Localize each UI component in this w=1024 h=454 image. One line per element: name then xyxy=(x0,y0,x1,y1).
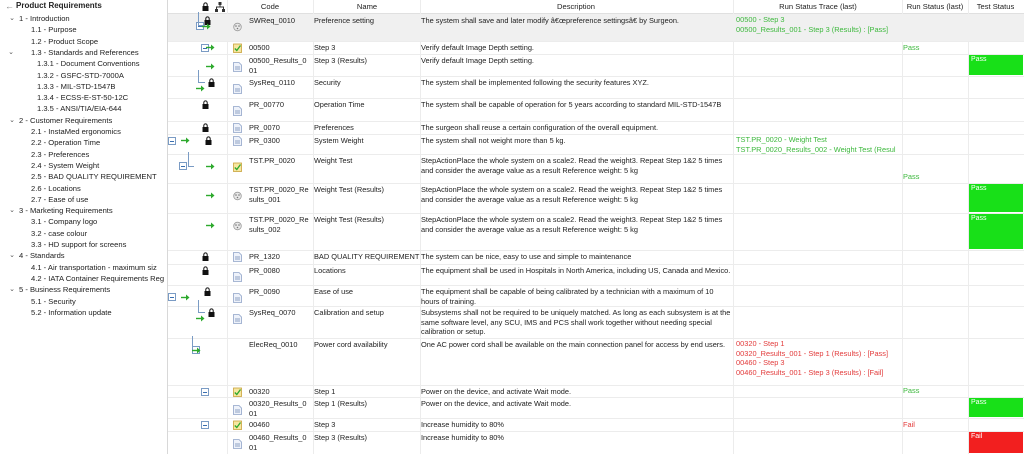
code-cell: PR_0300 xyxy=(249,136,280,145)
code-cell: SWReq_0010 xyxy=(249,16,296,25)
test-status-badge: Pass xyxy=(969,398,1023,417)
description-cell: The system shall not weight more than 5 kg. xyxy=(421,136,566,145)
tree-section[interactable] xyxy=(9,250,65,262)
trace-cell xyxy=(736,135,910,154)
code-cell: 00500_Results_0 01 xyxy=(249,56,307,75)
table-row[interactable] xyxy=(168,285,1024,307)
tree-item[interactable] xyxy=(31,36,98,48)
trace-link[interactable]: 00460 - Step 3 xyxy=(736,358,785,367)
test-status-column-header[interactable]: Test Status xyxy=(976,2,1015,11)
tree-item-label: 2.3 - Preferences xyxy=(31,149,90,159)
trace-column-header[interactable]: Run Status Trace (last) xyxy=(779,2,857,11)
tree-item-label: 1.1 - Purpose xyxy=(31,25,77,35)
trace-arrow-icon xyxy=(192,347,201,354)
test-group-icon xyxy=(233,22,242,32)
requirement-doc-icon xyxy=(233,252,242,262)
lock-icon xyxy=(202,252,209,261)
description-cell: The surgeon shall reuse a certain configuration of the overall equipment. xyxy=(421,123,659,132)
description-cell: Increase humidity to 80% xyxy=(421,420,504,429)
trace-link[interactable]: 00320_Results_001 - Step 1 (Results) : [Pass] xyxy=(736,348,888,358)
requirement-doc-icon xyxy=(233,62,242,72)
requirement-doc-icon xyxy=(233,84,242,94)
tree-item-label: 3.1 - Company logo xyxy=(31,217,98,227)
run-status-cell: Pass xyxy=(903,43,920,52)
tree-item-label: 2.5 - BAD QUALITY REQUIREMENT xyxy=(31,172,157,182)
name-cell: Preferences xyxy=(314,123,354,132)
description-cell: Increase humidity to 80% xyxy=(421,433,504,442)
collapse-icon[interactable] xyxy=(168,293,176,301)
tree-section[interactable] xyxy=(9,284,111,296)
code-cell: TST.PR_0020_Re sults_001 xyxy=(249,185,309,204)
trace-link[interactable]: 00500 - Step 3 xyxy=(736,15,785,24)
code-cell: ElecReq_0010 xyxy=(249,340,298,349)
lock-icon xyxy=(208,308,215,317)
chevron-down-icon[interactable]: ⌄ xyxy=(8,48,14,56)
lock-icon xyxy=(208,78,215,87)
tree-section[interactable] xyxy=(9,13,70,25)
description-cell: The equipment shall be capable of being calibrated by a technician with a maximum of 10 hours of training. xyxy=(421,287,714,306)
tree-item-label: 5.1 - Security xyxy=(31,296,76,306)
tree-item-label: 1 - Introduction xyxy=(19,14,70,23)
description-cell: The system shall be implemented following the security features XYZ. xyxy=(421,78,649,87)
test-step-icon xyxy=(233,162,242,172)
description-cell: The equipment shall be used in Hospitals in North America, including US, Canada and Mexico. xyxy=(421,266,731,275)
code-cell: PR_0080 xyxy=(249,266,280,275)
chevron-down-icon[interactable]: ⌄ xyxy=(9,286,15,294)
tree-item[interactable] xyxy=(37,81,116,93)
trace-arrow-icon xyxy=(206,44,215,51)
table-row[interactable] xyxy=(168,250,1024,265)
description-cell: StepActionPlace the whole system on a scale2. Read the weight3. Repeat Step 1&2 5 times and consider the average value as a result Reference weight: 5 kg xyxy=(421,215,723,234)
description-cell: StepActionPlace the whole system on a scale2. Read the weight3. Repeat Step 1&2 5 times and consider the average value as a result Reference weight: 5 kg xyxy=(421,185,723,204)
hierarchy-column-icon xyxy=(215,2,225,12)
tree-item-label: 2.2 - Operation Time xyxy=(31,138,101,148)
chevron-down-icon[interactable]: ⌄ xyxy=(9,207,15,215)
tree-item-label: 5.2 - Information update xyxy=(31,307,112,317)
name-cell: Power cord availability xyxy=(314,340,388,349)
product-requirements-tree xyxy=(0,0,168,454)
description-cell: StepActionPlace the whole system on a scale2. Read the weight3. Repeat Step 1&2 5 times and consider the average value as a result Reference weight: 5 kg xyxy=(421,156,723,175)
tree-item[interactable] xyxy=(31,160,99,172)
table-row[interactable] xyxy=(168,76,1024,99)
chevron-down-icon[interactable]: ⌄ xyxy=(9,116,15,124)
lock-icon xyxy=(204,287,211,296)
code-cell: 00320_Results_0 01 xyxy=(249,399,307,418)
requirements-grid xyxy=(168,0,1024,454)
name-cell: Step 1 (Results) xyxy=(314,399,367,408)
description-cell: Power on the device, and activate Wait mode. xyxy=(421,387,572,396)
name-cell: Step 3 (Results) xyxy=(314,433,367,442)
tree-item[interactable] xyxy=(31,171,157,183)
tree-item[interactable] xyxy=(31,183,81,195)
code-cell: TST.PR_0020 xyxy=(249,156,296,165)
tree-item[interactable] xyxy=(31,137,100,149)
table-row[interactable] xyxy=(168,41,1024,55)
tree-item[interactable] xyxy=(37,92,128,104)
grid-header xyxy=(168,0,1024,14)
tree-item-label: 1.3.3 - MIL-STD-1547B xyxy=(37,81,116,91)
tree-item-label: 2.6 - Locations xyxy=(31,183,81,193)
hierarchy-column-header[interactable] xyxy=(214,0,226,13)
table-row[interactable] xyxy=(168,397,1024,419)
tree-item[interactable] xyxy=(31,262,157,274)
requirement-doc-icon xyxy=(233,405,242,415)
test-group-icon xyxy=(233,221,242,231)
trace-arrow-icon xyxy=(196,85,205,92)
tree-item-label: 1.2 - Product Scope xyxy=(31,36,99,46)
test-group-icon xyxy=(233,191,242,201)
test-status-badge: Fail xyxy=(969,432,1023,453)
lock-icon xyxy=(205,136,212,145)
description-cell: The system shall save and later modify â€œpreference settingsâ€ by Surgeon. xyxy=(421,16,679,25)
tree-item-label: 3.2 - case colour xyxy=(31,228,88,238)
table-row[interactable] xyxy=(168,54,1024,77)
description-cell: The system can be nice, easy to use and simple to maintenance xyxy=(421,252,632,261)
tree-item-label: 5 - Business Requirements xyxy=(19,285,111,295)
run-status-column-header[interactable]: Run Status (last) xyxy=(906,2,964,11)
lock-icon xyxy=(202,123,209,132)
description-cell: The system shall be capable of operation for 5 years according to standard MIL-STD-1547B xyxy=(421,100,722,109)
code-cell: TST.PR_0020_Re sults_002 xyxy=(249,215,309,234)
run-status-cell: Pass xyxy=(903,172,920,181)
test-status-badge: Pass xyxy=(969,214,1023,249)
trace-arrow-icon xyxy=(206,222,215,229)
description-cell: One AC power cord shall be available on the main connection panel for access by end users. xyxy=(421,340,726,349)
trace-link[interactable]: 00500_Results_001 - Step 3 (Results) : [Pass] xyxy=(736,24,888,34)
name-cell: Weight Test (Results) xyxy=(314,215,384,224)
name-cell: Security xyxy=(314,78,341,87)
code-cell: 00500 xyxy=(249,43,270,52)
table-row[interactable] xyxy=(168,431,1024,454)
tree-item[interactable] xyxy=(31,296,76,308)
tree-item[interactable] xyxy=(31,216,97,228)
trace-cell xyxy=(736,339,910,377)
table-row[interactable] xyxy=(168,134,1024,155)
table-row[interactable] xyxy=(168,183,1024,214)
test-step-icon xyxy=(233,387,242,397)
name-cell: BAD QUALITY REQUIREMENT xyxy=(314,252,420,261)
trace-arrow-icon xyxy=(206,63,215,70)
tree-item-label: 1.3.4 - ECSS-E-ST-50-12C xyxy=(37,93,129,103)
code-cell: 00460_Results_0 01 xyxy=(249,433,307,452)
tree-item[interactable] xyxy=(37,103,121,115)
tree-item[interactable] xyxy=(31,307,112,319)
trace-arrow-icon xyxy=(181,294,190,301)
tree-title: Product Requirements xyxy=(16,1,102,10)
tree-item[interactable] xyxy=(31,228,87,240)
lock-icon xyxy=(202,266,209,275)
trace-arrow-icon xyxy=(206,163,215,170)
trace-arrow-icon xyxy=(206,192,215,199)
requirement-doc-icon xyxy=(233,123,242,133)
test-step-icon xyxy=(233,420,242,430)
tree-item[interactable] xyxy=(31,194,88,206)
description-cell: Power on the device, and activate Wait mode. xyxy=(421,399,572,408)
code-cell: SysReq_0110 xyxy=(249,78,295,87)
requirement-doc-icon xyxy=(233,293,242,303)
code-cell: SysReq_0070 xyxy=(249,308,296,317)
requirement-doc-icon xyxy=(233,439,242,449)
table-row[interactable] xyxy=(168,14,1024,42)
run-status-cell: Pass xyxy=(903,386,920,395)
name-cell: Weight Test (Results) xyxy=(314,185,384,194)
tree-item-label: 4.2 - IATA Container Requirements Reg xyxy=(31,273,165,283)
name-cell: Ease of use xyxy=(314,287,354,296)
requirement-doc-icon xyxy=(233,272,242,282)
name-cell: Preference setting xyxy=(314,16,374,25)
table-row[interactable] xyxy=(168,338,1024,386)
tree-connector xyxy=(198,300,205,313)
tree-item-label: 3 - Marketing Requirements xyxy=(19,206,113,216)
name-cell: Weight Test xyxy=(314,156,353,165)
name-column-header[interactable]: Name xyxy=(356,2,378,11)
name-cell: Step 3 xyxy=(314,43,336,52)
description-cell: Verify default Image Depth setting. xyxy=(421,56,534,65)
table-row[interactable] xyxy=(168,306,1024,339)
tree-connector xyxy=(198,70,205,83)
tree-item[interactable] xyxy=(31,273,164,285)
tree-item-label: 4.1 - Air transportation - maximum siz xyxy=(31,262,157,272)
code-cell: PR_0090 xyxy=(249,287,280,296)
chevron-down-icon[interactable]: ⌄ xyxy=(9,252,15,260)
table-row[interactable] xyxy=(168,98,1024,122)
trace-arrow-icon xyxy=(196,315,205,322)
tree-item-label: 2.7 - Ease of use xyxy=(31,194,89,204)
code-cell: PR_1320 xyxy=(249,252,280,261)
requirement-doc-icon xyxy=(233,314,242,324)
trace-link[interactable]: 00460_Results_001 - Step 3 (Results) : [Fail] xyxy=(736,367,884,377)
collapse-icon[interactable] xyxy=(201,388,209,396)
table-row[interactable] xyxy=(168,264,1024,286)
table-row[interactable] xyxy=(168,154,1024,184)
name-cell: Step 1 xyxy=(314,387,336,396)
name-cell: Step 3 (Results) xyxy=(314,56,367,65)
tree-item[interactable] xyxy=(31,126,121,138)
test-step-icon xyxy=(233,43,242,53)
lock-column-icon xyxy=(202,2,209,11)
trace-cell xyxy=(736,15,910,34)
table-row[interactable] xyxy=(168,213,1024,251)
tree-header[interactable] xyxy=(0,0,167,12)
collapse-icon[interactable] xyxy=(201,421,209,429)
code-cell: PR_0070 xyxy=(249,123,280,132)
trace-link[interactable]: TST.PR_0020_Results_002 - Weight Test (Resul xyxy=(736,144,896,154)
tree-item-label: 1.3.5 - ANSI/TIA/EIA-644 xyxy=(37,104,122,114)
description-cell: Subsystems shall not be required to be uniquely matched. As long as each subsystem is at the same software level, any SCU, IMS and PCS shall work together without needing special calibration or setup. xyxy=(421,308,731,336)
tree-item[interactable] xyxy=(31,239,126,251)
description-column-header[interactable]: Description xyxy=(557,2,595,11)
tree-item[interactable] xyxy=(8,47,139,59)
tree-item[interactable] xyxy=(37,58,140,70)
code-cell: 00320 xyxy=(249,387,270,396)
name-cell: Operation Time xyxy=(314,100,365,109)
test-status-badge: Pass xyxy=(969,55,1023,75)
tree-section[interactable] xyxy=(9,205,113,217)
test-status-badge: Pass xyxy=(969,184,1023,212)
tree-item-label: 2.4 - System Weight xyxy=(31,160,100,170)
tree-item-label: 4 - Standards xyxy=(19,251,65,261)
tree-item[interactable] xyxy=(31,24,77,36)
chevron-down-icon[interactable]: ⌄ xyxy=(9,15,15,22)
tree-item-label: 1.3.1 - Document Conventions xyxy=(37,59,140,69)
trace-arrow-icon xyxy=(202,23,211,30)
description-cell: Verify default Image Depth setting. xyxy=(421,43,534,52)
tree-item[interactable] xyxy=(31,149,89,161)
lock-icon xyxy=(202,100,209,109)
run-status-cell: Fail xyxy=(903,420,915,429)
name-cell: Locations xyxy=(314,266,346,275)
code-column-header[interactable]: Code xyxy=(260,2,280,11)
code-cell: 00460 xyxy=(249,420,270,429)
collapse-arrow-icon[interactable]: ← xyxy=(5,1,14,11)
name-cell: System Weight xyxy=(314,136,364,145)
requirement-doc-icon xyxy=(233,106,242,116)
code-cell: PR_00770 xyxy=(249,100,284,109)
tree-item-label: 3.3 - HD support for screens xyxy=(31,240,127,249)
tree-item-label: 1.3.2 - GSFC-STD-7000A xyxy=(37,70,124,80)
name-cell: Calibration and setup xyxy=(314,308,384,317)
table-row[interactable] xyxy=(168,121,1024,135)
name-cell: Step 3 xyxy=(314,420,336,429)
tree-item-label: 1.3 - Standards and References xyxy=(31,47,139,57)
collapse-icon[interactable] xyxy=(179,162,187,170)
trace-link[interactable]: TST.PR_0020 - Weight Test xyxy=(736,135,827,144)
tree-item[interactable] xyxy=(37,70,124,82)
trace-link[interactable]: 00320 - Step 1 xyxy=(736,339,785,348)
tree-section[interactable] xyxy=(9,115,113,127)
tree-connector xyxy=(188,152,194,167)
trace-arrow-icon xyxy=(181,137,190,144)
collapse-icon[interactable] xyxy=(168,137,176,145)
table-row[interactable] xyxy=(168,418,1024,432)
tree-item-label: 2.1 - InstaMed ergonomics xyxy=(31,127,121,136)
tree-item-label: 2 - Customer Requirements xyxy=(19,115,113,125)
requirement-doc-icon xyxy=(233,136,242,146)
